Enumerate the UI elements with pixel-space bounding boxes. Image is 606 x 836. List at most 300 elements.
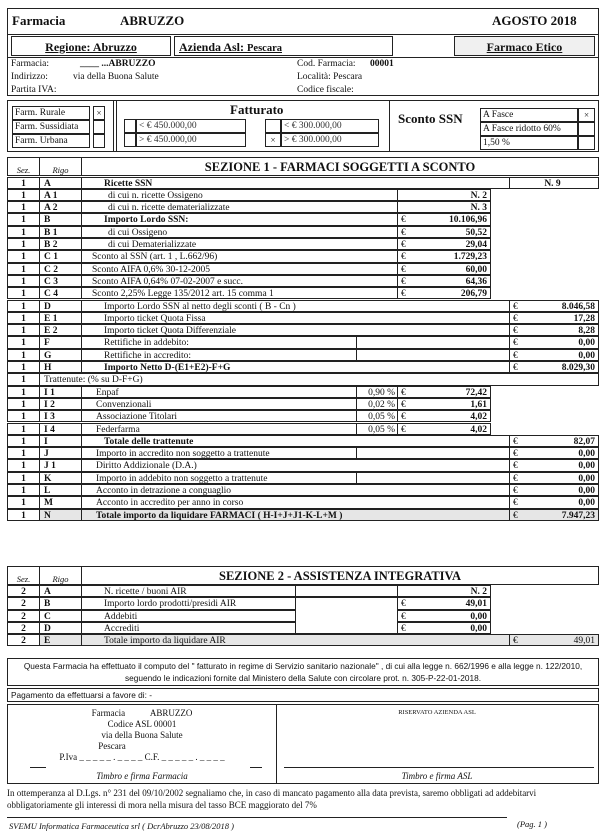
row-rigo: K: [39, 472, 81, 484]
row-blank: [356, 447, 509, 459]
row-value: [397, 410, 491, 422]
table-row: [7, 597, 599, 609]
row-desc: Acconto in accredito per anno in corso: [81, 496, 509, 508]
amount: 8.046,58: [561, 301, 595, 312]
euro-sign: €: [401, 215, 406, 226]
amount: 49,01: [573, 636, 595, 647]
row-desc: di cui n. ricette Ossigeno: [81, 189, 397, 201]
amount: 0,00: [578, 486, 595, 496]
row-value: [397, 263, 491, 275]
row-rigo: I 3: [39, 410, 81, 422]
amount: 0,00: [470, 623, 487, 634]
row-value: [509, 435, 599, 447]
row-sez: 1: [7, 336, 39, 348]
row-desc: Importo ticket Quota Differenziale: [81, 324, 509, 336]
row-blank: [295, 585, 397, 597]
farmacia-name: ABRUZZO: [120, 13, 185, 28]
row-desc: Associazione Titolari: [81, 410, 356, 422]
row-desc: Importo in addebito non soggetto a trattenute: [81, 472, 356, 484]
row-blank: [356, 336, 509, 348]
row-value: [509, 509, 599, 521]
sign-asl-label: Timbro e firma ASL: [401, 771, 473, 781]
sconto-fasce: A Fasce: [480, 108, 578, 122]
row-rigo: J: [39, 447, 81, 459]
amount: 206,79: [460, 289, 487, 300]
euro-sign: €: [401, 252, 406, 263]
euro-sign: €: [513, 486, 518, 496]
row-rigo: F: [39, 336, 81, 348]
checkbox-urbana[interactable]: [93, 134, 105, 148]
row-sez: 2: [7, 622, 39, 634]
row-rigo: A 2: [39, 201, 81, 213]
table-row: [7, 410, 599, 422]
row-value: N. 2: [397, 189, 491, 201]
euro-sign: €: [513, 473, 518, 484]
row-rigo: E 2: [39, 324, 81, 336]
euro-sign: €: [513, 449, 518, 460]
row-sez: 1: [7, 496, 39, 508]
amount: 29,04: [465, 240, 487, 250]
euro-sign: €: [513, 338, 518, 349]
euro-sign: €: [513, 363, 518, 373]
row-sez: 1: [7, 324, 39, 336]
table-row: [7, 423, 599, 435]
row-rigo: C: [39, 610, 81, 622]
table-row: [7, 177, 599, 189]
row-value: [397, 398, 491, 410]
table-row: [7, 300, 599, 312]
table-row: [7, 213, 599, 225]
row-pct: 0,05 %: [356, 423, 397, 435]
row-sez: 1: [7, 189, 39, 201]
row-rigo: A: [39, 585, 81, 597]
stamp-piva-cf: P.Iva _ _ _ _ _ . _ _ _ _ C.F. _ _ _ _ _ . _ _ _ _: [59, 752, 225, 762]
sconto-fasce-ridotto: A Fasce ridotto 60%: [480, 122, 578, 136]
amount: 64,36: [465, 276, 487, 287]
table-row: [7, 312, 599, 324]
euro-sign: €: [513, 436, 518, 447]
row-rigo: B: [39, 213, 81, 225]
checkbox-fatt-a-lt[interactable]: [124, 119, 136, 133]
stamp-codice: Codice ASL 00001: [107, 719, 177, 729]
row-rigo: C 2: [39, 263, 81, 275]
fatturato-title: Fatturato: [230, 102, 284, 117]
row-value: [397, 287, 491, 299]
row-rigo: B 1: [39, 226, 81, 238]
row-blank: [295, 597, 397, 609]
info-farmacia: [11, 59, 49, 69]
row-rigo: B 2: [39, 238, 81, 250]
info-cf-label: Codice fiscale:: [297, 85, 354, 95]
row-value: [397, 226, 491, 238]
row-sez: 1: [7, 361, 39, 373]
row-sez: 1: [7, 349, 39, 361]
row-sez: 1: [7, 447, 39, 459]
row-sez: 2: [7, 585, 39, 597]
row-value: [397, 423, 491, 435]
row-value: [509, 361, 599, 373]
fatt-b-lt: < € 300.000,00: [281, 119, 379, 133]
row-rigo: C 4: [39, 287, 81, 299]
info-cod-label: Cod. Farmacia:: [297, 59, 356, 69]
row-rigo: N: [39, 509, 81, 521]
table-row: [7, 201, 599, 213]
euro-sign: €: [401, 424, 406, 435]
table-row: [7, 398, 599, 410]
row-sez: 1: [7, 287, 39, 299]
row-rigo: I 2: [39, 398, 81, 410]
sign-farmacia-label: Timbro e firma Farmacia: [96, 771, 188, 781]
row-sez: 1: [7, 373, 39, 385]
table-row: [7, 386, 599, 398]
row-desc: Totale delle trattenute: [81, 435, 509, 447]
azienda-box: [174, 36, 393, 56]
row-rigo: C 3: [39, 275, 81, 287]
row-rigo: I 4: [39, 423, 81, 435]
row-value: [509, 349, 599, 361]
row-desc: di cui n. ricette dematerializzate: [81, 201, 397, 213]
checkbox-fatt-b-lt[interactable]: [265, 119, 281, 133]
row-blank: [356, 472, 509, 484]
euro-sign: €: [401, 227, 406, 238]
row-pct: 0,05 %: [356, 410, 397, 422]
amount: 0,00: [578, 449, 595, 460]
row-sez: 1: [7, 312, 39, 324]
amount: 4,02: [470, 424, 487, 435]
sez1-header-row: [7, 157, 599, 176]
row-blank: [295, 610, 397, 622]
row-rigo: B: [39, 597, 81, 609]
row-desc: Rettifiche in accredito:: [81, 349, 356, 361]
tipo-sussidiata: Farm. Sussidiata: [12, 120, 90, 134]
sez1-rigo-header: Rigo: [39, 157, 81, 176]
row-value: N. 9: [509, 177, 599, 189]
fatturato-notice: Questa Farmacia ha effettuato il computo del " fatturato in regime di Servizio sanitario nazionale" , di cui alla legge n. 662/1996 e alla legge n. 122/2010, seguendo le indicazioni fornite dal Ministero della Salute con circolare prot. n. 305-P-22-01-2018.: [7, 658, 599, 686]
row-value: [509, 459, 599, 471]
row-desc: Trattenute: (% su D-F+G): [39, 373, 599, 385]
row-value: [509, 324, 599, 336]
euro-sign: €: [401, 412, 406, 423]
row-value: [509, 312, 599, 324]
row-sez: 1: [7, 484, 39, 496]
row-desc: Sconto AIFA 0,64% 07-02-2007 e succ.: [81, 275, 397, 287]
row-desc: Rettifiche in addebito:: [81, 336, 356, 348]
table-row: [7, 634, 599, 646]
tipo-box: Farmaco Etico: [454, 36, 595, 56]
row-value: [397, 610, 491, 622]
amount: 0,00: [470, 611, 487, 622]
row-desc: di cui Ossigeno: [81, 226, 397, 238]
amount: 1,61: [470, 399, 487, 410]
stamp-address: via della Buona Salute: [101, 730, 183, 740]
row-desc: Sconto AIFA 0,6% 30-12-2005: [81, 263, 397, 275]
row-rigo: I 1: [39, 386, 81, 398]
row-blank: [356, 349, 509, 361]
table-row: [7, 275, 599, 287]
amount: 0,00: [578, 338, 595, 349]
row-desc: Importo in accredito non soggetto a trattenute: [81, 447, 356, 459]
info-indirizzo-value: via della Buona Salute: [73, 72, 159, 82]
row-desc: Convenzionali: [81, 398, 356, 410]
row-sez: 1: [7, 201, 39, 213]
row-sez: 1: [7, 263, 39, 275]
row-pct: 0,02 %: [356, 398, 397, 410]
euro-sign: €: [401, 611, 406, 622]
row-sez: 1: [7, 250, 39, 262]
amount: 1.729,23: [453, 252, 487, 263]
row-rigo: D: [39, 622, 81, 634]
row-rigo: E: [39, 634, 81, 646]
row-value: [509, 484, 599, 496]
euro-sign: €: [401, 399, 406, 410]
legal-notice: In ottemperanza al D.Lgs. n° 231 del 09/10/2002 segnaliamo che, in caso di mancato pagamento alla data prevista, saremo obbligati ad addebitarvi obbligatoriamente gli interessi di mora nella misura del tasso BCE maggiorato del 7%: [7, 788, 537, 810]
row-desc: di cui Dematerializzate: [81, 238, 397, 250]
amount: 8.029,30: [561, 363, 595, 373]
azienda-label: Azienda Asl:: [179, 40, 245, 54]
amount: 0,00: [578, 498, 595, 509]
table-row: [7, 349, 599, 361]
stamp-farmacia: [8, 708, 276, 763]
stamp-city: Pescara: [98, 741, 126, 751]
fatt-a-gt: > € 450.000,00: [136, 133, 246, 147]
amount: 0,00: [578, 461, 595, 472]
amount: 0,00: [578, 350, 595, 361]
amount: 60,00: [465, 264, 487, 275]
amount: N. 2: [470, 587, 487, 597]
amount: 72,42: [465, 387, 487, 398]
row-value: [397, 213, 491, 225]
sez2-sez-header: Sez.: [7, 566, 39, 585]
row-sez: 1: [7, 177, 39, 189]
row-desc: Ricette SSN: [81, 177, 509, 189]
euro-sign: €: [401, 289, 406, 300]
euro-sign: €: [513, 326, 518, 337]
amount: 17,28: [573, 313, 595, 324]
row-desc: Importo Lordo SSN:: [81, 213, 397, 225]
table-row: [7, 238, 599, 250]
table-row: [7, 189, 599, 201]
euro-sign: €: [401, 387, 406, 398]
row-sez: 2: [7, 597, 39, 609]
row-rigo: A 1: [39, 189, 81, 201]
row-value: [397, 585, 491, 597]
row-rigo: L: [39, 484, 81, 496]
row-rigo: M: [39, 496, 81, 508]
amount: 8,28: [578, 326, 595, 337]
sez1-sez-header: Sez.: [7, 157, 39, 176]
row-sez: 1: [7, 423, 39, 435]
row-rigo: H: [39, 361, 81, 373]
amount: 50,52: [465, 227, 487, 238]
row-desc: Accrediti: [81, 622, 295, 634]
info-localita-label: Località:: [297, 72, 331, 82]
info-piva-label: Partita IVA:: [11, 85, 57, 95]
table-row: [7, 509, 599, 521]
row-sez: 2: [7, 610, 39, 622]
table-row: [7, 447, 599, 459]
row-rigo: D: [39, 300, 81, 312]
info-localita-value: Pescara: [333, 72, 363, 82]
row-desc: Importo Lordo SSN al netto degli sconti ( B - Cn ): [81, 300, 509, 312]
euro-sign: €: [401, 264, 406, 275]
table-row: [7, 250, 599, 262]
row-sez: 1: [7, 410, 39, 422]
row-sez: 1: [7, 226, 39, 238]
table-row: [7, 610, 599, 622]
row-desc: Enpaf: [81, 386, 356, 398]
amount: 49,01: [465, 599, 487, 610]
payment-line: Pagamento da effettuarsi a favore di: -: [7, 688, 599, 702]
row-desc: Diritto Addizionale (D.A.): [81, 459, 509, 471]
row-sez: 1: [7, 275, 39, 287]
checkbox-rurale[interactable]: ×: [93, 106, 105, 120]
euro-sign: €: [401, 240, 406, 250]
row-sez: 1: [7, 509, 39, 521]
checkbox-sconto-150[interactable]: [578, 136, 595, 150]
table-row: [7, 373, 599, 385]
table-row: [7, 361, 599, 373]
info-localita: [297, 72, 362, 82]
euro-sign: €: [513, 498, 518, 509]
sez1-title: SEZIONE 1 - FARMACI SOGGETTI A SCONTO: [81, 157, 599, 176]
row-sez: 1: [7, 435, 39, 447]
row-value: [509, 447, 599, 459]
row-sez: 1: [7, 213, 39, 225]
checkbox-fatt-b-gt[interactable]: ×: [265, 133, 281, 147]
row-value: [509, 336, 599, 348]
reserved-asl-label: RISERVATO AZIENDA ASL: [398, 709, 476, 716]
row-desc: N. ricette / buoni AIR: [81, 585, 295, 597]
period: AGOSTO 2018: [492, 13, 577, 28]
euro-sign: €: [401, 276, 406, 287]
row-sez: 1: [7, 300, 39, 312]
table-row: [7, 622, 599, 634]
row-desc: Addebiti: [81, 610, 295, 622]
amount: 82,07: [573, 436, 595, 447]
table-row: [7, 226, 599, 238]
tipo-urbana: Farm. Urbana: [12, 134, 90, 148]
amount: 7.947,23: [561, 510, 595, 521]
tipo-rurale: Farm. Rurale: [12, 106, 90, 120]
row-desc: Sconto al SSN (art. 1 , L.662/96): [81, 250, 397, 262]
row-sez: 1: [7, 386, 39, 398]
azienda-value: Pescara: [247, 43, 282, 54]
checkbox-sconto-ridotto[interactable]: [578, 122, 595, 136]
row-value: [397, 597, 491, 609]
table-row: [7, 263, 599, 275]
row-sez: 1: [7, 459, 39, 471]
row-value: [397, 275, 491, 287]
table-row: [7, 496, 599, 508]
info-farmacia-value: ____ ...ABRUZZO: [80, 59, 156, 69]
row-desc: Importo lordo prodotti/presidi AIR: [81, 597, 295, 609]
row-value: [509, 300, 599, 312]
row-sez: 2: [7, 634, 39, 646]
document-header: [7, 8, 599, 96]
euro-sign: €: [401, 623, 406, 634]
footer-page: (Pag. 1 ): [517, 819, 547, 829]
farmacia-label: Farmacia: [12, 13, 66, 28]
row-rigo: J 1: [39, 459, 81, 471]
row-blank: [295, 622, 397, 634]
checkbox-sussidiata[interactable]: [93, 120, 105, 134]
row-sez: 1: [7, 398, 39, 410]
row-rigo: G: [39, 349, 81, 361]
row-rigo: A: [39, 177, 81, 189]
row-sez: 1: [7, 472, 39, 484]
euro-sign: €: [513, 301, 518, 312]
euro-sign: €: [513, 313, 518, 324]
amount: 0,00: [578, 473, 595, 484]
row-value: [397, 386, 491, 398]
checkbox-fatt-a-gt[interactable]: [124, 133, 136, 147]
euro-sign: €: [513, 461, 518, 472]
row-value: [397, 250, 491, 262]
table-row: [7, 585, 599, 597]
row-sez: 1: [7, 238, 39, 250]
row-value: [509, 634, 599, 646]
footer-company: SVEMU Informatica Farmaceutica srl ( DcrAbruzzo 23/08/2018 ): [9, 821, 234, 831]
info-farmacia-label: Farmacia:: [11, 59, 49, 69]
row-value: [397, 238, 491, 250]
row-desc: Importo Netto D-(E1+E2)-F+G: [81, 361, 509, 373]
stamp-farmacia-label: Farmacia: [91, 708, 126, 718]
sconto-150: 1,50 %: [480, 136, 578, 150]
table-row: [7, 459, 599, 471]
options-panel: [7, 100, 599, 152]
row-desc: Totale importo da liquidare FARMACI ( H-I+J+J1-K-L+M ): [81, 509, 509, 521]
row-desc: Federfarma: [81, 423, 356, 435]
stamp-section: [7, 704, 599, 784]
row-rigo: E 1: [39, 312, 81, 324]
info-cod-value: 00001: [370, 59, 394, 69]
sez2-rigo-header: Rigo: [39, 566, 81, 585]
row-value: [509, 496, 599, 508]
row-desc: Acconto in detrazione a conguaglio: [81, 484, 509, 496]
euro-sign: €: [401, 599, 406, 610]
table-row: [7, 435, 599, 447]
euro-sign: €: [513, 350, 518, 361]
fatt-a-lt: < € 450.000,00: [136, 119, 246, 133]
regione-box: Regione: Abruzzo: [11, 36, 171, 56]
row-value: [397, 622, 491, 634]
stamp-farmacia-name: ABRUZZO: [149, 708, 193, 718]
row-desc: Sconto 2,25% Legge 135/2012 art. 15 comma 1: [81, 287, 397, 299]
row-rigo: C 1: [39, 250, 81, 262]
sconto-title: Sconto SSN: [398, 111, 463, 126]
checkbox-sconto-fasce[interactable]: ×: [578, 108, 595, 122]
amount: 10.106,96: [449, 215, 487, 226]
amount: 4,02: [470, 412, 487, 423]
table-row: [7, 484, 599, 496]
table-row: [7, 324, 599, 336]
euro-sign: €: [513, 510, 518, 521]
info-indirizzo-label: Indirizzo:: [11, 72, 48, 82]
sez2-title: SEZIONE 2 - ASSISTENZA INTEGRATIVA: [81, 566, 599, 585]
fatt-b-gt: > € 300.000,00: [281, 133, 379, 147]
euro-sign: €: [513, 636, 518, 647]
row-rigo: I: [39, 435, 81, 447]
row-value: N. 3: [397, 201, 491, 213]
row-pct: 0,90 %: [356, 386, 397, 398]
row-desc: Totale importo da liquidare AIR: [81, 634, 509, 646]
table-row: [7, 287, 599, 299]
table-row: [7, 336, 599, 348]
row-value: [509, 472, 599, 484]
sez2-header-row: [7, 566, 599, 585]
row-desc: Importo ticket Quota Fissa: [81, 312, 509, 324]
table-row: [7, 472, 599, 484]
